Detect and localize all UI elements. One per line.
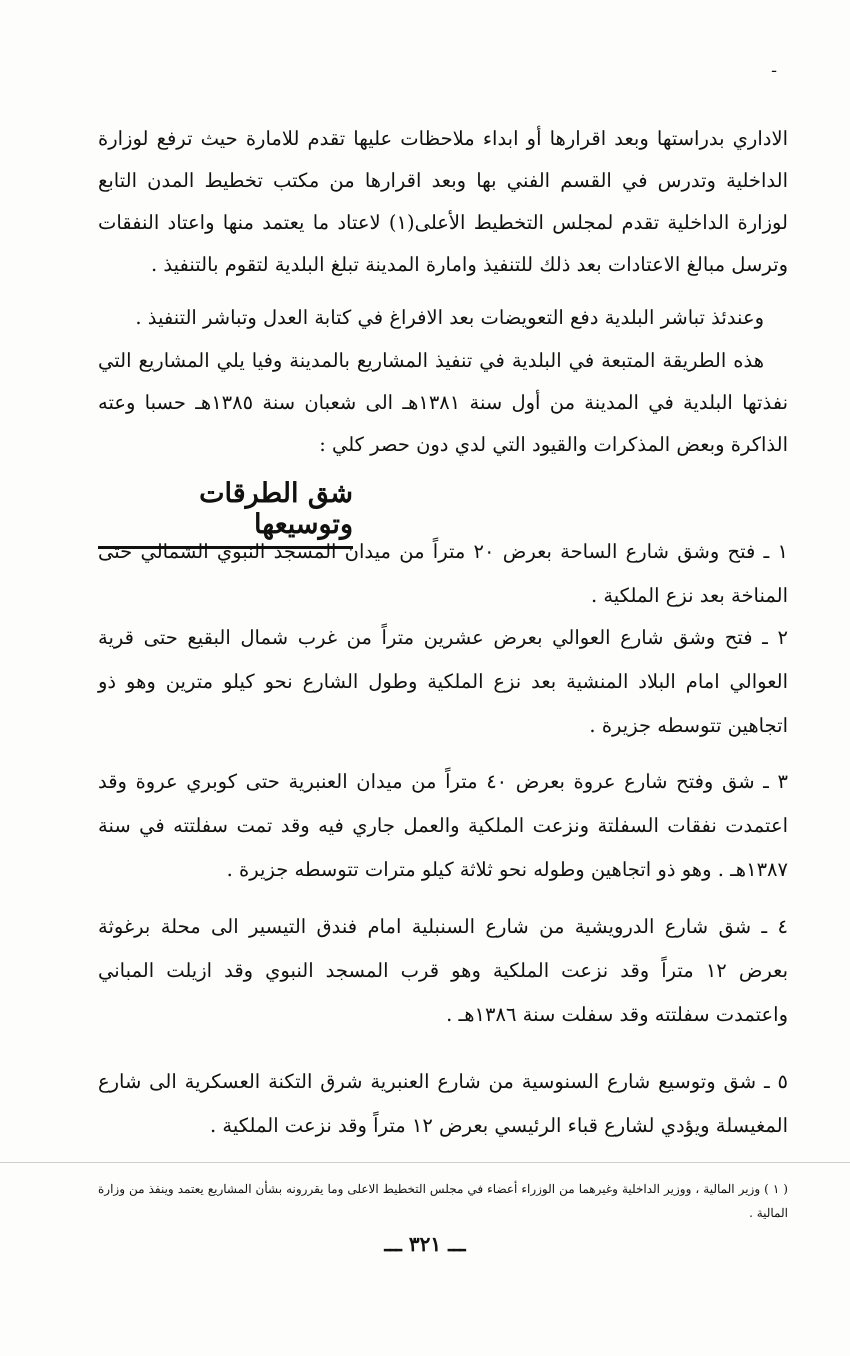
paragraph-projects-intro: هذه الطريقة المتبعة في البلدية في تنفيذ المشاريع بالمدينة وفيا يلي المشاريع التي نفذتها البلدية في المدينة من أول سنة ١٣٨١هـ الى شعبان سنة ١٣٨٥هـ حسبا وعته الذاكرة وبعض المذكرات والقيود التي لدي دون حصر كلي : — [98, 349, 788, 456]
list-item: ١ ـ فتح وشق شارع الساحة بعرض ٢٠ متراً من ميدان المسجد النبوي الشمالي حتى المناخة بعد نزع الملكية . — [98, 540, 788, 607]
footnote-divider — [0, 1162, 850, 1163]
section-heading: شق الطرقات وتوسيعها — [98, 478, 353, 549]
footnote: ( ١ ) وزير المالية ، ووزير الداخلية وغيرهما من الوزراء أعضاء في مجلس التخطيط الاعلى وما يقررونه بشأن المشاريع يعتمد وينفذ من وزارة المالية . — [98, 1182, 788, 1220]
corner-mark: ـ — [772, 60, 777, 76]
list-item: ٢ ـ فتح وشق شارع العوالي بعرض عشرين متراً من غرب شمال البقيع حتى قرية العوالي امام البلاد المنشية بعد نزع الملكية وطول الشارع نحو كيلو مترين وهو ذو اتجاهين تتوسطه جزيرة . — [98, 626, 788, 737]
list-item: ٣ ـ شق وفتح شارع عروة بعرض ٤٠ متراً من ميدان العنبرية حتى كوبري عروة وقد اعتمدت نفقات السفلتة ونزعت الملكية والعمل جاري فيه وقد تمت سفلتته في سنة ١٣٨٧هـ . وهو ذو اتجاهين وطوله نحو ثلاثة كيلو مترات تتوسطه جزيرة . — [98, 770, 788, 881]
paragraph-approval-process: الاداري بدراستها وبعد اقرارها أو ابداء ملاحظات عليها تقدم للامارة حيث ترفع لوزارة الداخلية وتدرس في القسم الفني بها وبعد اقرارها من مكتب تخطيط المدن التابع لوزارة الداخلية تقدم لمجلس التخطيط الأعلى(١) لاعتاد ما يعتمد منها واعتاد النفقات وترسل مبالغ الاعتادات بعد ذلك للتنفيذ وامارة المدينة تبلغ البلدية لتقوم بالتنفيذ . — [98, 127, 788, 276]
list-item: ٤ ـ شق شارع الدرويشية من شارع السنبلية امام فندق التيسير الى محلة برغوثة بعرض ١٢ متراً وقد نزعت الملكية وهو قرب المسجد النبوي وقد ازيلت المباني واعتمدت سفلتته وقد سفلت سنة ١٣٨٦هـ . — [98, 915, 788, 1026]
paragraph-compensation: وعندئذ تباشر البلدية دفع التعويضات بعد الافراغ في كتابة العدل وتباشر التنفيذ . — [135, 306, 764, 329]
list-item: ٥ ـ شق وتوسيع شارع السنوسية من شارع العنبرية شرق التكنة العسكرية الى شارع المغيسلة ويؤدي لشارع قباء الرئيسي بعرض ١٢ متراً وقد نزعت الملكية . — [98, 1070, 788, 1137]
page-number: ـــ ٣٢١ ـــ — [384, 1232, 466, 1256]
